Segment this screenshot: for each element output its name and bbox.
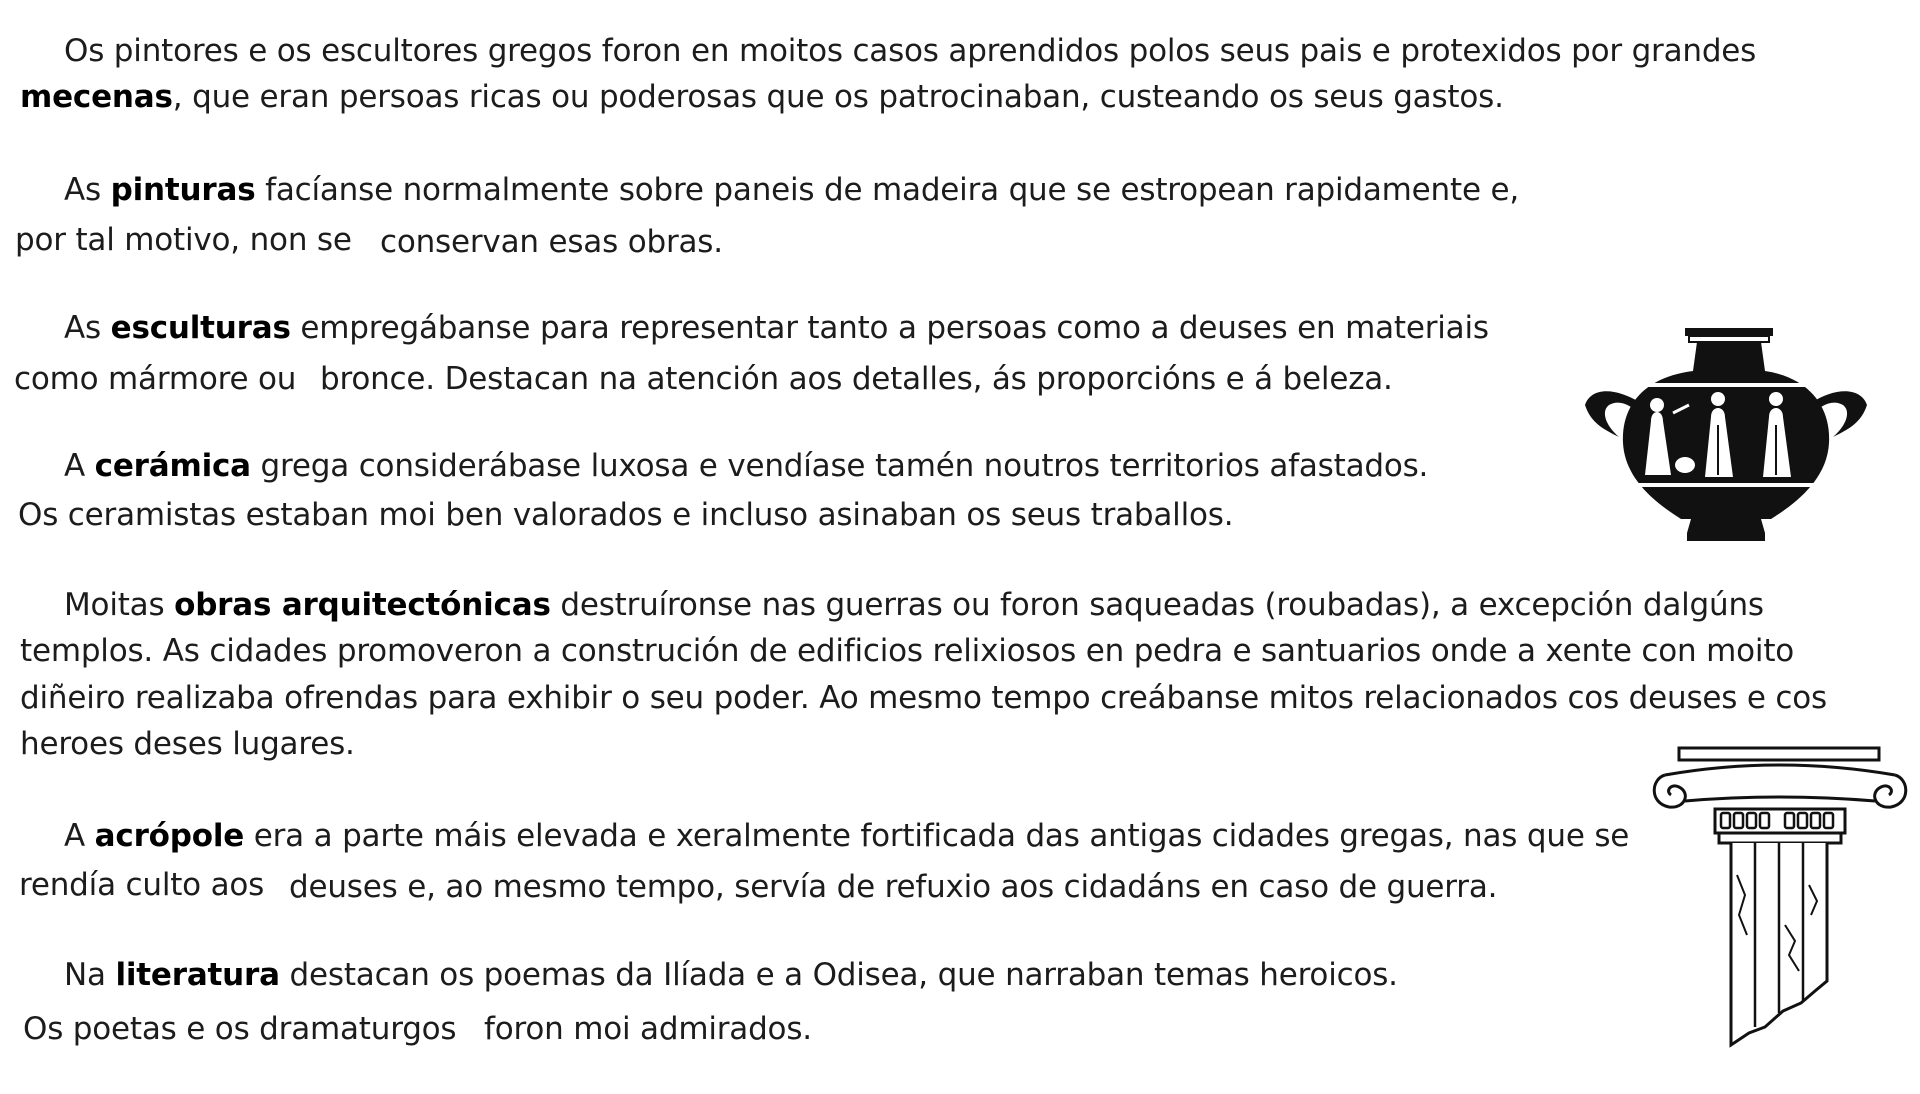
- term-obras-arquitectonicas: obras arquitectónicas: [174, 587, 551, 623]
- p5-line-4: heroes deses lugares.: [20, 726, 355, 762]
- p3-line-2b: bronce. Destacan na atención aos detalles, ás proporcións e á beleza.: [320, 361, 1393, 397]
- p7-line-2a: Os poetas e os dramaturgos: [23, 1011, 457, 1047]
- term-pinturas: pinturas: [110, 172, 256, 208]
- p4-line-1: A cerámica grega considerábase luxosa e vendíase tamén noutros territorios afastados.: [64, 448, 1429, 484]
- term-esculturas: esculturas: [110, 310, 291, 346]
- term-acropole: acrópole: [94, 818, 245, 854]
- ionic-column-icon: [1645, 745, 1915, 1050]
- p4-line-2: Os ceramistas estaban moi ben valorados e incluso asinaban os seus traballos.: [18, 497, 1234, 533]
- p6-line-1: A acrópole era a parte máis elevada e xeralmente fortificada das antigas cidades gregas, nas que se: [64, 818, 1630, 854]
- p1-text: Os pintores e os escultores gregos foron en moitos casos aprendidos polos seus pais e protexidos por grandes: [64, 33, 1757, 69]
- p5-line-3: diñeiro realizaba ofrendas para exhibir o seu poder. Ao mesmo tempo creábanse mitos relacionados cos deuses e cos: [20, 680, 1827, 716]
- p5-line-2: templos. As cidades promoveron a construción de edificios relixiosos en pedra e santuarios onde a xente con moito: [20, 633, 1795, 669]
- p3-line-1: As esculturas empregábanse para representar tanto a persoas como a deuses en materiais: [64, 310, 1489, 346]
- p2-line-2a: por tal motivo, non se: [15, 222, 352, 258]
- term-literatura: literatura: [115, 957, 280, 993]
- greek-amphora-icon: [1575, 325, 1875, 550]
- p6-line-2b: deuses e, ao mesmo tempo, servía de refuxio aos cidadáns en caso de guerra.: [289, 869, 1498, 905]
- p6-line-2a: rendía culto aos: [19, 867, 265, 903]
- p1-line-1: [64, 31, 1756, 71]
- p3-line-2a: como mármore ou: [14, 361, 297, 397]
- p2-line-2b: conservan esas obras.: [380, 224, 723, 260]
- p1-line-2: [20, 77, 1504, 117]
- p2-line-1: As pinturas facíanse normalmente sobre paneis de madeira que se estropean rapidamente e,: [64, 172, 1520, 208]
- p7-line-2b: foron moi admirados.: [484, 1011, 812, 1047]
- term-ceramica: cerámica: [94, 448, 251, 484]
- p7-line-1: Na literatura destacan os poemas da Ilíada e a Odisea, que narraban temas heroicos.: [64, 957, 1398, 993]
- p5-line-1: Moitas obras arquitectónicas destruíronse nas guerras ou foron saqueadas (roubadas), a excepción dalgúns: [64, 587, 1764, 623]
- p1-text: , que eran persoas ricas ou poderosas que os patrocinaban, custeando os seus gastos.: [172, 79, 1504, 115]
- term-mecenas: mecenas: [20, 79, 173, 115]
